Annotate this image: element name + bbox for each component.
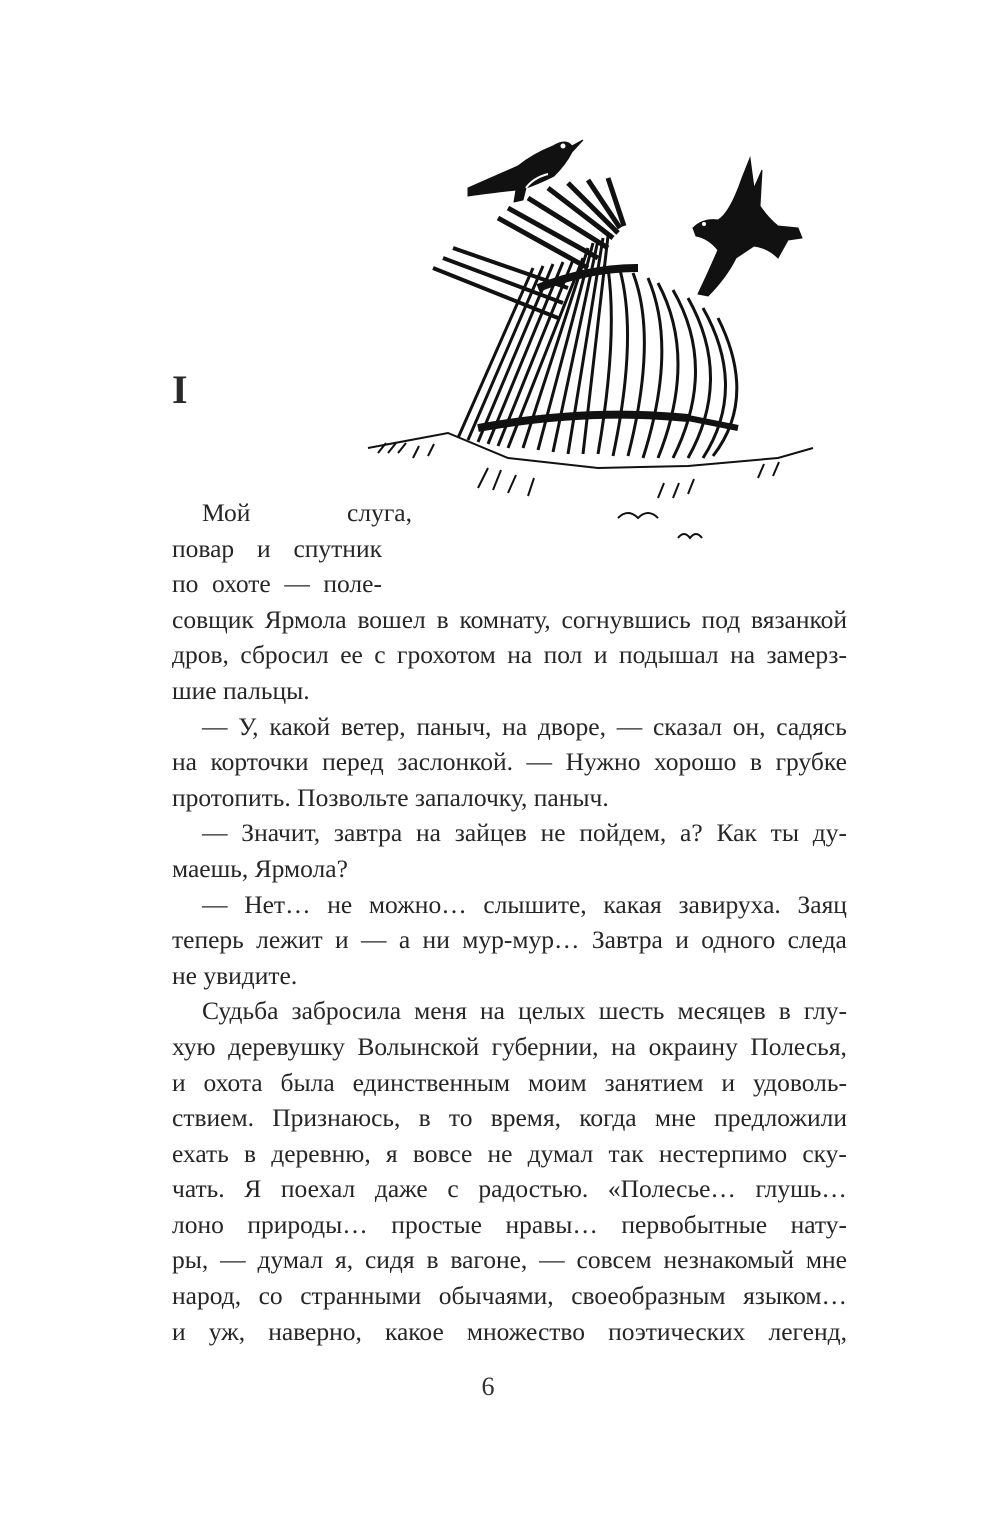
text-line: Судьба забросила меня на целых шесть месяцев в глу-	[202, 996, 847, 1026]
text-line: протопить. Позвольте запалочку, паныч.	[172, 782, 609, 812]
text-line: и уж, наверно, какое множество поэтических легенд,	[172, 1316, 847, 1346]
text-line: хую деревушку Волынской губернии, на окраину Полесья,	[172, 1031, 847, 1061]
text-line: — Значит, завтра на зайцев не пойдем, а? Как ты ду-	[202, 818, 847, 848]
text-line: дров, сбросил ее с грохотом на пол и подышал на замерз-	[172, 640, 847, 670]
perched-bird-icon	[468, 140, 583, 202]
text-line: ствием. Признаюсь, в то время, когда мне предложили	[172, 1103, 847, 1133]
text-line: повар и спутник	[172, 533, 382, 563]
text-line: — У, какой ветер, паныч, на дворе, — сказал он, садясь	[202, 711, 847, 741]
text-line: лоно природы… простые нравы… первобытные нату-	[172, 1209, 847, 1239]
firewood-bundle	[433, 178, 738, 458]
flying-crow-icon	[693, 158, 802, 296]
text-line: — Нет… не можно… слышите, какая завируха. Заяц	[202, 889, 847, 919]
text-line: ехать в деревню, я вовсе не думал так нестерпимо ску-	[172, 1138, 847, 1168]
text-line: чать. Я поехал даже с радостью. «Полесье… глушь…	[172, 1174, 847, 1204]
text-line: Мой слуга,	[202, 498, 412, 527]
page-number: 6	[481, 1372, 495, 1401]
text-line: по охоте — поле-	[172, 569, 382, 599]
text-line: совщик Ярмола вошел в комнату, согнувшись под вязанкой	[172, 604, 847, 634]
text-line: ры, — думал я, сидя в вагоне, — совсем незнакомый мне	[172, 1245, 847, 1275]
text-line: не увидите.	[172, 960, 298, 990]
text-line: на корточки перед заслонкой. — Нужно хорошо в грубке	[172, 747, 847, 777]
text-line: народ, со странными обычаями, своеобразным языком…	[172, 1281, 847, 1311]
text-line: и охота была единственным моим занятием и удоволь-	[172, 1067, 847, 1097]
chapter-numeral: I	[172, 367, 188, 412]
chapter-text	[172, 495, 847, 1349]
text-line: шие пальцы.	[172, 675, 310, 705]
text-line: маешь, Ярмола?	[172, 853, 348, 883]
text-line: теперь лежит и — а ни мур-мур… Завтра и одного следа	[172, 925, 847, 955]
